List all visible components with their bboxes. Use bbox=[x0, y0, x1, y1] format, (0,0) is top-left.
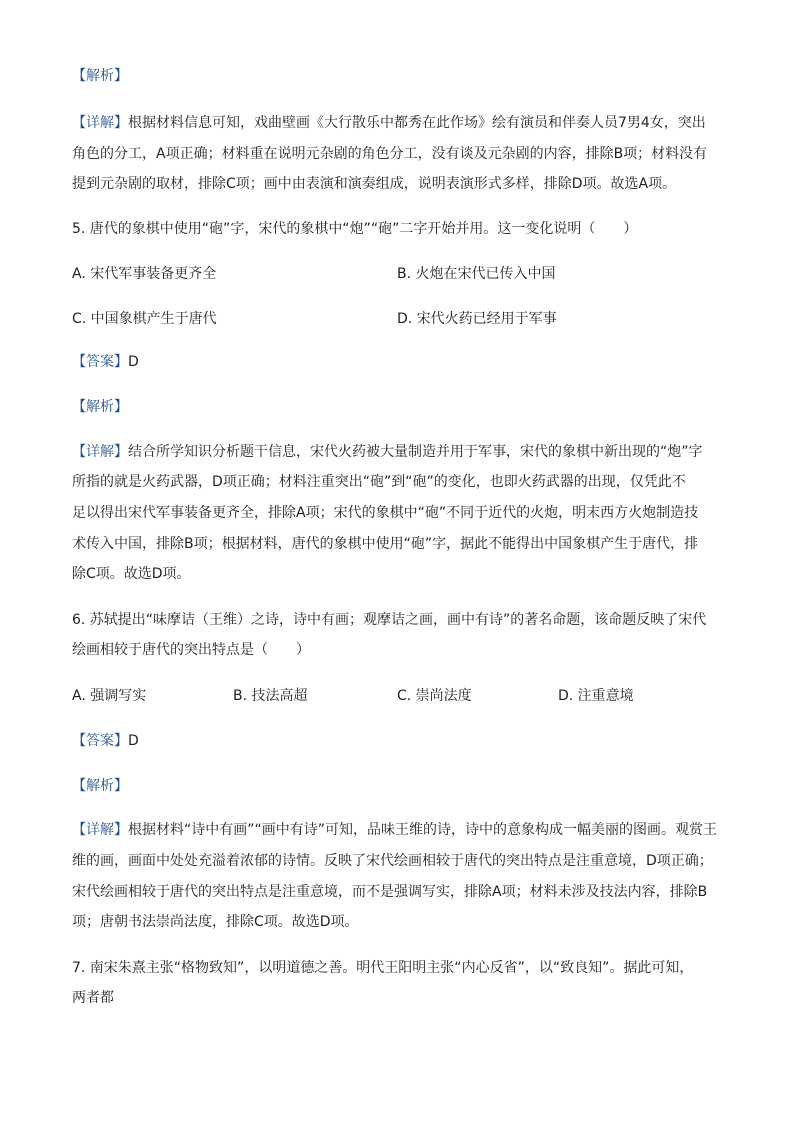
q6-explanation-line-3: 宋代绘画相较于唐代的突出特点是注重意境，而不是强调写实，排除A项；材料未涉及技法内容，排除B bbox=[72, 884, 708, 900]
q6-option-a: A. 强调写实 bbox=[72, 688, 147, 704]
q5-option-b: B. 火炮在宋代已传入中国 bbox=[397, 266, 556, 282]
analysis-heading: 【解析】 bbox=[72, 68, 128, 84]
q4-explanation-line-1: 【详解】根据材料信息可知，戏曲壁画《大行散乐中都秀在此作场》绘有演员和伴奏人员7男4女，突出 bbox=[72, 115, 706, 131]
question-6-stem-line-2: 绘画相较于唐代的突出特点是（ ） bbox=[72, 642, 310, 658]
question-7-stem-line-1: 7. 南宋朱熹主张“格物致知”，以明道德之善。明代王阳明主张“内心反省”，以“致良知”。据此可知， bbox=[72, 960, 694, 976]
q5-explanation-line-1: 【详解】结合所学知识分析题干信息，宋代火药被大量制造并用于军事，宋代的象棋中新出现的“炮”字 bbox=[72, 444, 703, 460]
q4-explanation-line-2: 角色的分工，A项正确；材料重在说明元杂剧的角色分工，没有谈及元杂剧的内容，排除B项；材料没有 bbox=[72, 146, 708, 162]
q5-analysis-heading: 【解析】 bbox=[72, 399, 128, 415]
q6-option-d: D. 注重意境 bbox=[558, 688, 634, 704]
q6-explanation-line-4: 项；唐朝书法崇尚法度，排除C项。故选D项。 bbox=[72, 914, 359, 930]
question-5-stem: 5. 唐代的象棋中使用“砲”字，宋代的象棋中“炮”“砲”二字开始并用。这一变化说明（ ） bbox=[72, 221, 638, 237]
q6-option-c: C. 崇尚法度 bbox=[397, 688, 472, 704]
q5-explanation-line-2: 所指的就是火药武器，D项正确；材料注重突出“砲”到“砲”的变化，也即火药武器的出现，仅凭此不 bbox=[72, 474, 686, 490]
q5-explanation-line-5: 除C项。故选D项。 bbox=[72, 566, 191, 582]
q5-option-d: D. 宋代火药已经用于军事 bbox=[397, 311, 557, 327]
q5-explanation-line-4: 术传入中国，排除B项；根据材料，唐代的象棋中使用“砲”字，据此不能得出中国象棋产生于唐代，排 bbox=[72, 536, 699, 552]
q6-analysis-heading: 【解析】 bbox=[72, 778, 128, 794]
q5-explanation-line-3: 足以得出宋代军事装备更齐全，排除A项；宋代的象棋中“砲”不同于近代的火炮，明末西方火炮制造技 bbox=[72, 505, 699, 521]
question-7-stem-line-2: 两者都 bbox=[72, 990, 114, 1006]
q6-explanation-line-2: 维的画，画面中处处充溢着浓郁的诗情。反映了宋代绘画相较于唐代的突出特点是注重意境，D项正确； bbox=[72, 853, 713, 869]
q6-answer: 【答案】D bbox=[72, 733, 139, 749]
q5-option-c: C. 中国象棋产生于唐代 bbox=[72, 311, 217, 327]
q5-option-a: A. 宋代军事装备更齐全 bbox=[72, 266, 217, 282]
question-6-stem-line-1: 6. 苏轼提出“味摩诘（王维）之诗，诗中有画；观摩诘之画，画中有诗”的著名命题，该命题反映了宋代 bbox=[72, 612, 707, 628]
q5-answer: 【答案】D bbox=[72, 354, 139, 370]
q6-explanation-line-1: 【详解】根据材料“诗中有画”“画中有诗”可知，品味王维的诗，诗中的意象构成一幅美丽的图画。观赏王 bbox=[72, 822, 718, 838]
q4-explanation-line-3: 提到元杂剧的取材，排除C项；画中由表演和演奏组成，说明表演形式多样，排除D项。故选A项。 bbox=[72, 176, 677, 192]
q6-option-b: B. 技法高超 bbox=[233, 688, 308, 704]
